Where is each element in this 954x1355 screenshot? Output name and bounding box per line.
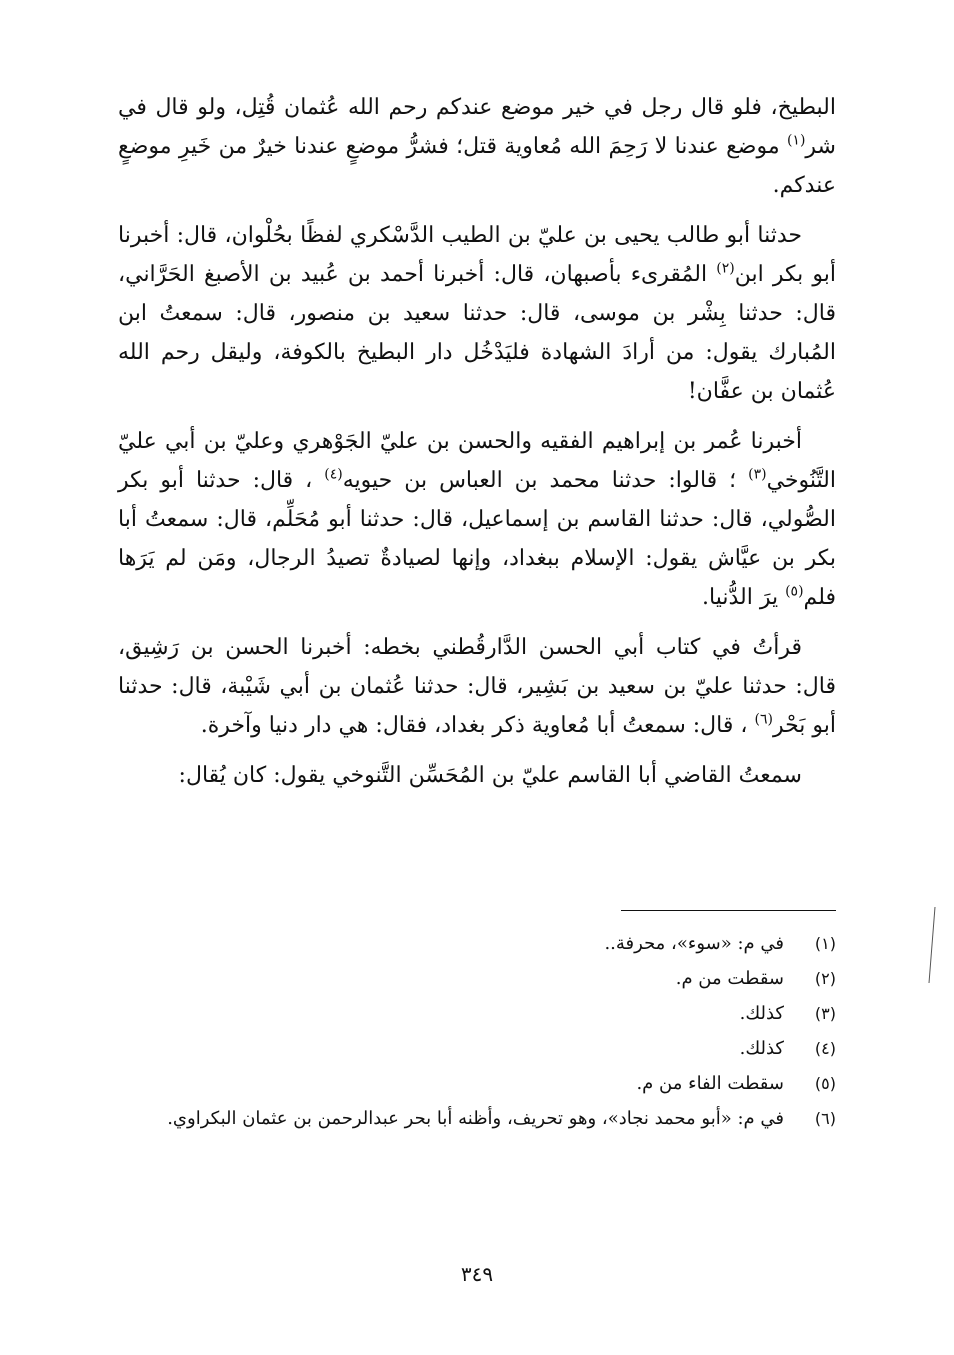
- footnote-reference: (٥): [785, 583, 804, 600]
- footnote-text: في م: «سوء»، محرفة..: [604, 933, 784, 954]
- paragraph-text: سمعتُ القاضي أبا القاسم عليّ بن المُحَسِّن التَّنوخي يقول: كان يُقال:: [178, 763, 802, 788]
- footnote-item: [118, 996, 836, 1031]
- paragraph-text: ، قال: حدثنا أبو بكر الصُّولي، قال: حدثنا القاسم بن إسماعيل، قال: حدثنا أبو مُحَلِّم، قال: سمعتُ أبا بكر بن عيَّاش يقول: الإسلام ببغداد، وإنها لصيادةٌ تصيدُ الرجال، ومَن لم يَرَها فلم: [118, 468, 836, 610]
- paragraph-text: البطيخ، فلو قال رجل في خير موضع عندكم رحم الله عُثمان قُتِل، ولو قال في شر: [118, 95, 836, 159]
- paragraph-text: يرَ الدُّنيا.: [702, 585, 786, 610]
- paragraph-5: [118, 756, 836, 795]
- footnote-text: سقطت الفاء من م.: [636, 1073, 784, 1094]
- paragraph-text: أخبرنا عُمر بن إبراهيم الفقيه والحسن بن عليّ الجَوْهري وعليّ بن أبي عليّ التَّنُوخي: [118, 429, 836, 493]
- footnote-text: في م: «أبو محمد نجاد»، وهو تحريف، وأظنه أبا بحر عبدالرحمن بن عثمان البكراوي.: [167, 1108, 784, 1129]
- footnote-divider: [621, 910, 836, 911]
- paragraph-text: حدثنا أبو طالب يحيى بن عليّ بن الطيب الدَّسْكري لفظًا بحُلْوان، قال: أخبرنا أبو بكر ابن: [118, 223, 836, 287]
- footnote-reference: (٤): [324, 466, 343, 483]
- paragraph-2: [118, 216, 836, 411]
- footnote-reference: (٦): [754, 711, 773, 728]
- paragraph-3: [118, 422, 836, 617]
- paragraph-text: موضع عندنا لا رَحِمَ الله مُعاوية قتل؛ فشرُّ موضعٍ عندنا خيرٌ من خَيرِ موضعٍ عندكم.: [118, 134, 836, 198]
- footnote-item: [118, 961, 836, 996]
- footnote-number: (٤): [814, 1039, 836, 1058]
- paragraph-4: [118, 628, 836, 745]
- footnote-number: (٥): [814, 1074, 836, 1093]
- footnotes: [118, 926, 836, 1136]
- footnote-reference: (٣): [748, 466, 767, 483]
- footnote-item: [118, 1101, 836, 1136]
- footnote-number: (٢): [814, 969, 836, 988]
- paragraph-text: قرأتُ في كتاب أبي الحسن الدَّارقُطني بخطه: أخبرنا الحسن بن رَشِيق، قال: حدثنا عليّ بن سعيد بن بَشِير، قال: حدثنا عُثمان بن أبي شَيْبة، قال: حدثنا أبو بَحْر: [118, 635, 836, 738]
- footnote-number: (١): [814, 934, 836, 953]
- paragraph-text: ؛ قالوا: حدثنا محمد بن العباس بن حيويه: [342, 468, 749, 493]
- footnote-text: سقطت من م.: [675, 968, 784, 989]
- paragraph-text: ، قال: سمعتُ أبا مُعاوية ذكر بغداد، فقال: هي دار دنيا وآخرة.: [200, 713, 755, 738]
- footnote-text: كذلك.: [739, 1003, 784, 1024]
- footnote-item: [118, 1066, 836, 1101]
- main-text: [118, 88, 836, 795]
- margin-pencil-mark: [925, 905, 939, 985]
- page-number: ٣٤٩: [460, 1262, 494, 1286]
- paragraph-1: [118, 88, 836, 205]
- footnote-text: كذلك.: [739, 1038, 784, 1059]
- footnote-reference: (١): [786, 132, 806, 149]
- footnote-reference: (٢): [716, 260, 735, 277]
- footnote-number: (٦): [814, 1109, 836, 1128]
- paragraph-text: المُقرىء بأصبهان، قال: أخبرنا أحمد بن عُبيد بن الأصبغ الحَرَّاني، قال: حدثنا بِشْر بن موسى، قال: حدثنا سعيد بن منصور، قال: سمعتُ ابن المُبارك يقول: من أرادَ الشهادة فليَدْخُل دار البطيخ بالكوفة، وليقل رحم الله عُثمان بن عفَّان!: [118, 262, 836, 404]
- footnote-item: [118, 926, 836, 961]
- footnote-number: (٣): [814, 1004, 836, 1023]
- page-body: [118, 88, 836, 795]
- footnote-item: [118, 1031, 836, 1066]
